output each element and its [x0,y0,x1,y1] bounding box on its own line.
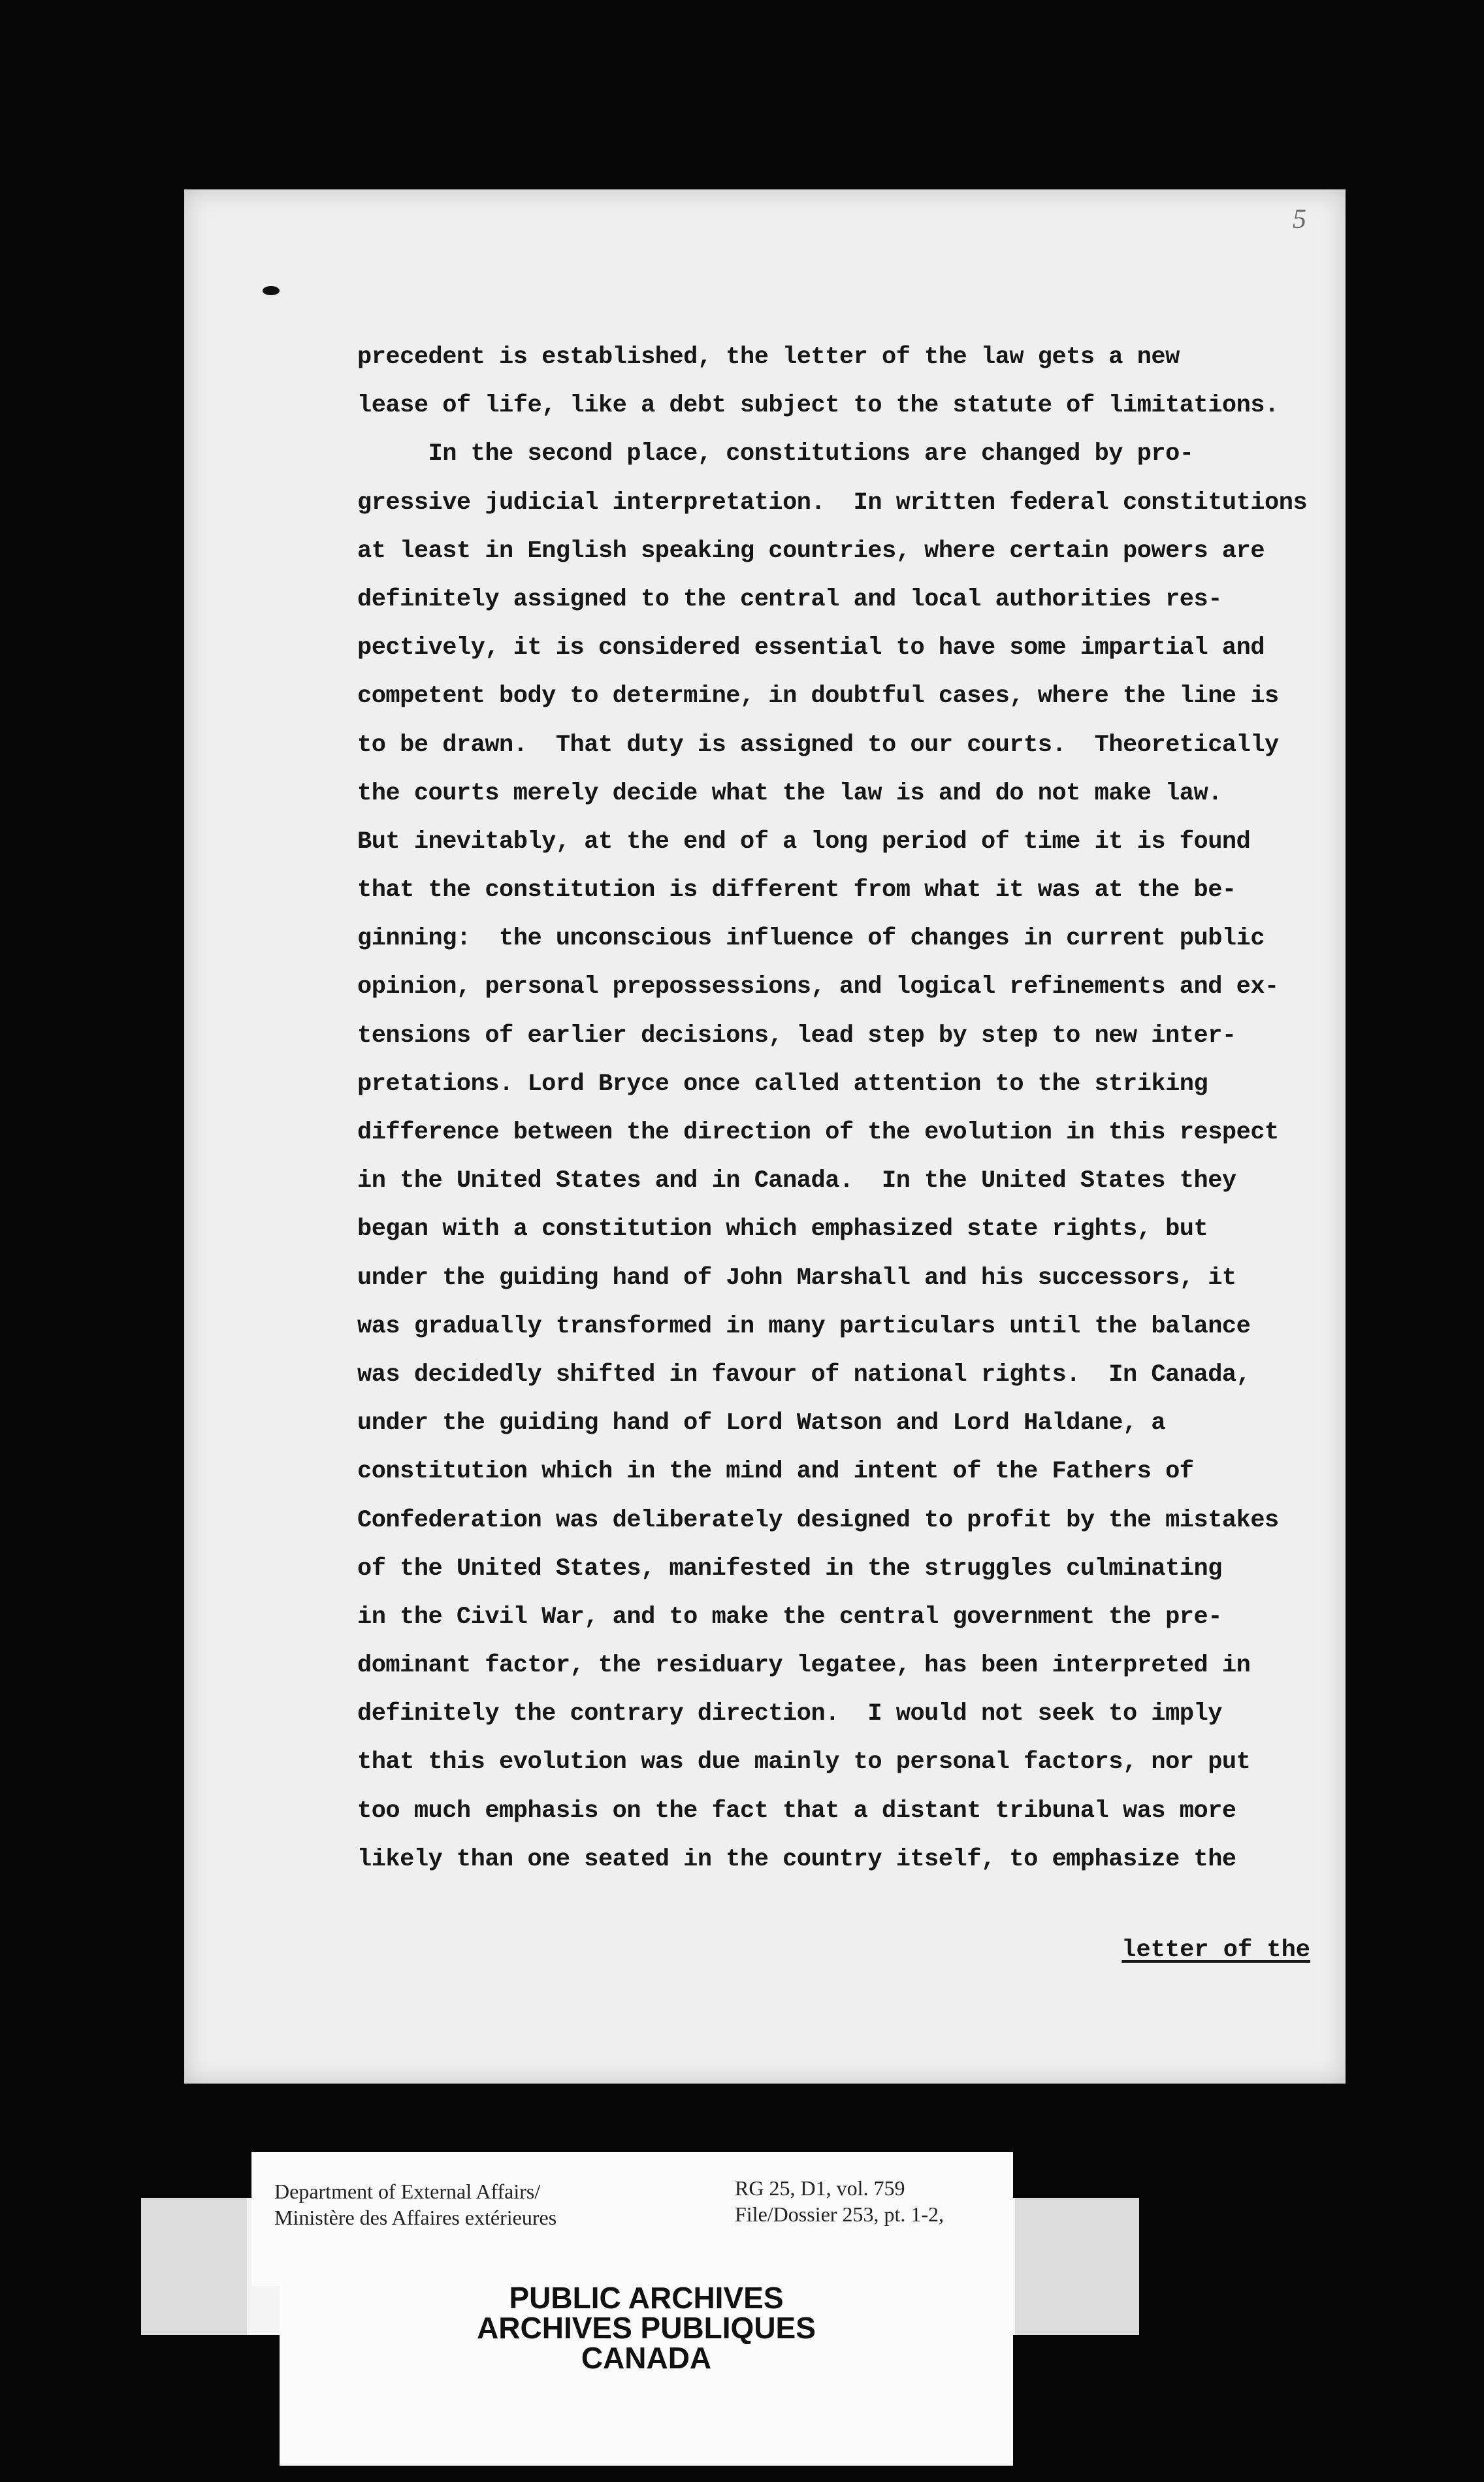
catchword: letter of the [1121,1937,1310,1964]
text-line: the courts merely decide what the law is and do not make law. [357,779,1222,807]
text-line: dominant factor, the residuary legatee, has been interpreted in [357,1652,1251,1680]
archives-stamp [280,2283,1013,2373]
stamp-line: ARCHIVES PUBLIQUES [477,2311,816,2345]
text-line: competent body to determine, in doubtful cases, where the line is [357,683,1279,711]
text-line: Confederation was deliberately designed to profit by the mistakes [357,1506,1279,1534]
text-line: definitely the contrary direction. I would not seek to imply [357,1700,1222,1728]
stamp-line: CANADA [581,2341,712,2375]
text-line: that the constitution is different from what it was at the be- [357,877,1236,905]
text-line: gressive judicial interpretation. In written federal constitutions [357,489,1308,517]
text-line: precedent is established, the letter of the law gets a new [357,344,1180,371]
archive-card-side [1015,2198,1139,2335]
text-line: in the United States and in Canada. In the United States they [357,1167,1236,1195]
page-number: 5 [1293,204,1306,234]
stamp-line: PUBLIC ARCHIVES [509,2281,784,2315]
text-line: constitution which in the mind and intent of the Fathers of [357,1458,1194,1486]
archive-card-side [141,2198,247,2335]
text-line: was gradually transformed in many particulars until the balance [357,1312,1251,1340]
text-line: tensions of earlier decisions, lead step by step to new inter- [357,1022,1236,1050]
document-page [184,189,1346,2084]
text-line: ginning: the unconscious influence of changes in current public [357,925,1265,953]
text-line: lease of life, like a debt subject to the statute of limitations. [357,392,1279,420]
text-line: too much emphasis on the fact that a distant tribunal was more [357,1797,1236,1825]
department-line: Ministère des Affaires extérieures [274,2206,557,2229]
text-line: opinion, personal prepossessions, and logical refinements and ex- [357,973,1279,1001]
text-line: under the guiding hand of John Marshall and his successors, it [357,1264,1236,1292]
reference-line: File/Dossier 253, pt. 1-2, [735,2202,944,2226]
body-text [357,333,1317,1884]
text-line: likely than one seated in the country itself, to emphasize the [357,1845,1236,1873]
text-line: under the guiding hand of Lord Watson and Lord Haldane, a [357,1410,1166,1438]
text-line: began with a constitution which emphasized state rights, but [357,1216,1208,1244]
department-label [274,2178,556,2231]
text-line: of the United States, manifested in the struggles culminating [357,1555,1222,1583]
text-line: to be drawn. That duty is assigned to our courts. Theoretically [357,731,1279,759]
department-line: Department of External Affairs/ [274,2180,541,2203]
ink-speck [263,286,280,295]
text-line: difference between the direction of the evolution in this respect [357,1119,1279,1146]
text-line: But inevitably, at the end of a long period of time it is found [357,828,1251,856]
text-line: pectively, it is considered essential to have some impartial and [357,634,1265,662]
text-line: in the Civil War, and to make the central government the pre- [357,1603,1222,1631]
text-line: definitely assigned to the central and local authorities res- [357,585,1222,613]
text-line: that this evolution was due mainly to personal factors, nor put [357,1749,1251,1777]
text-line: In the second place, constitutions are changed by pro- [357,440,1194,468]
text-line: was decidedly shifted in favour of national rights. In Canada, [357,1361,1251,1389]
text-line: at least in English speaking countries, where certain powers are [357,537,1265,565]
text-line: pretations. Lord Bryce once called attention to the striking [357,1070,1208,1098]
reference-line: RG 25, D1, vol. 759 [735,2176,905,2200]
file-reference [735,2175,944,2227]
